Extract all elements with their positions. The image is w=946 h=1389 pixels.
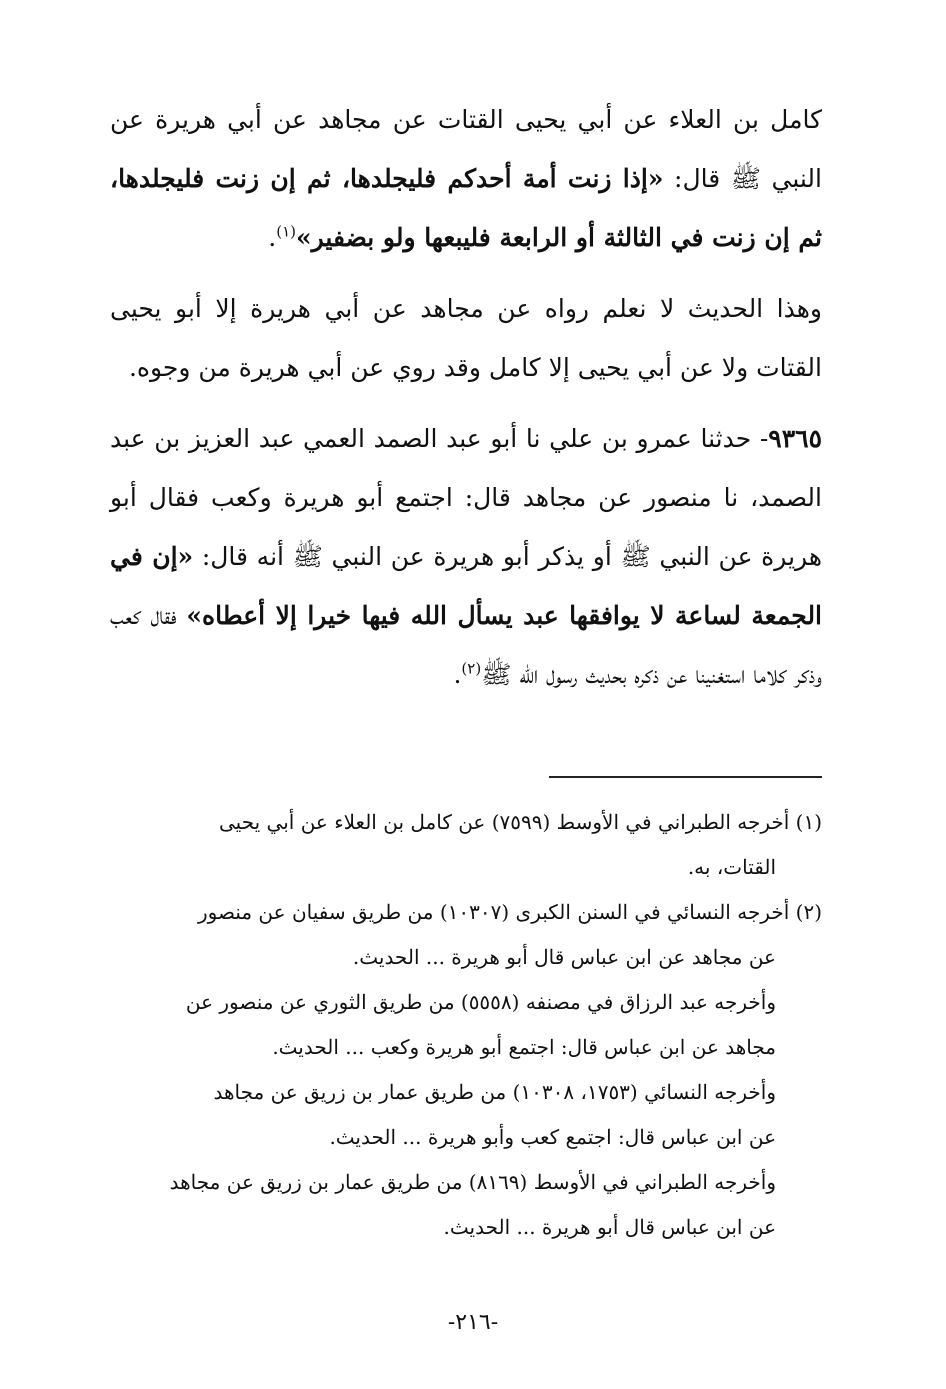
footnote-line: (٢) أخرجه النسائي في السنن الكبرى (١٠٣٠٧) من طريق سفيان عن منصور [197,900,822,924]
hadith-quote: «إذا زنت أمة أحدكم فليجلدها، ثم إن زنت فليجلدها، ثم إن زنت في الثالثة أو الرابعة فليبعها ولو بضفير» [110,164,822,252]
hadith-quote: «إن في الجمعة لساعة لا يوافقها عبد يسأل الله فيها خيرا إلا أعطاه» [110,542,823,630]
paragraph-hadith-9365 [110,409,822,704]
main-text [110,90,822,716]
page-number: -٢١٦- [447,1310,499,1335]
paragraph-lead: - حدثنا عمرو بن علي نا أبو عبد الصمد العمي عبد العزيز بن عبد الصمد، نا منصور عن مجاهد قال: اجتمع أبو هريرة وكعب فقال أبو هريرة عن النبي ﷺ أو يذكر أبو هريرة عن النبي ﷺ أنه قال: [110,424,822,571]
paragraph-hadith-1 [110,90,822,267]
paragraph-end: . [453,660,462,689]
footnote-1 [110,800,822,890]
footnote-line: عن ابن عباس قال أبو هريرة ... الحديث. [443,1215,776,1239]
footnote-line: القتات، به. [687,855,776,879]
footnote-line: وأخرجه الطبراني في الأوسط (٨١٦٩) من طريق عمار بن زريق عن مجاهد [169,1170,776,1194]
paragraph-tail: فقال كعب وذكر كلاما استغنينا عن ذكره بحديث رسول الله ﷺ [110,601,822,689]
paragraph-lead: كامل بن العلاء عن أبي يحيى القتات عن مجاهد عن أبي هريرة عن النبي ﷺ قال: [110,105,822,193]
footnote-separator [549,776,822,778]
footnote-ref-2[interactable]: (٢) [461,659,482,678]
footnote-line: (١) أخرجه الطبراني في الأوسط (٧٥٩٩) عن كامل بن العلاء عن أبي يحيى [219,810,822,834]
footnote-line: وأخرجه النسائي (١٧٥٣، ١٠٣٠٨) من طريق عمار بن زريق عن مجاهد [213,1080,776,1104]
footnote-line: عن مجاهد عن ابن عباس قال أبو هريرة ... الحديث. [352,945,776,969]
paragraph-tail: . [268,223,277,252]
footnote-2 [110,890,822,1250]
footnote-line: مجاهد عن ابن عباس قال: اجتمع أبو هريرة وكعب ... الحديث. [272,1035,776,1059]
footnote-ref-1[interactable]: (١) [276,222,296,241]
paragraph-commentary: وهذا الحديث لا نعلم رواه عن مجاهد عن أبي هريرة إلا أبو يحيى القتات ولا عن أبي يحيى إلا كامل وقد روي عن أبي هريرة من وجوه. [110,294,822,382]
footnotes [110,800,822,1250]
hadith-number: ٩٣٦٥ [768,424,822,453]
footnote-line: وأخرجه عبد الرزاق في مصنفه (٥٥٥٨) من طريق الثوري عن منصور عن [185,990,776,1014]
footnote-line: عن ابن عباس قال: اجتمع كعب وأبو هريرة ... الحديث. [329,1125,776,1149]
